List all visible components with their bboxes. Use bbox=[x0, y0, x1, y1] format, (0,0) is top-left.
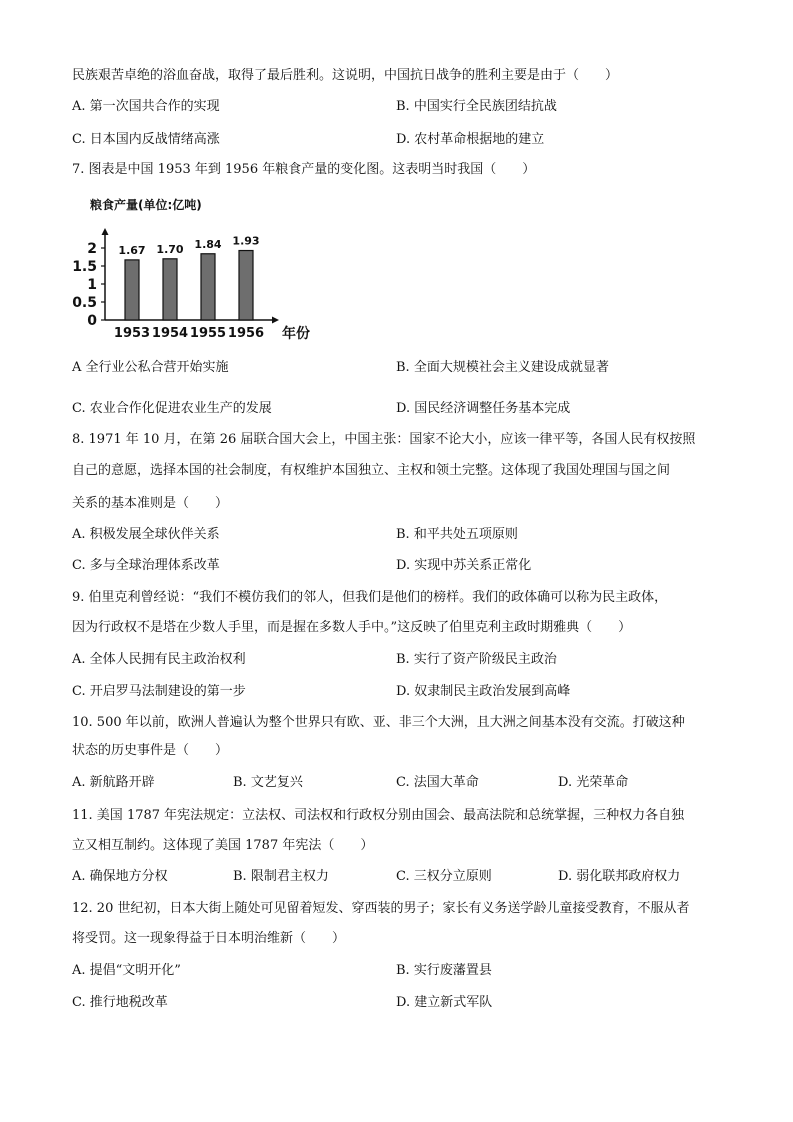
q10-option-b[interactable]: B. 文艺复兴 bbox=[233, 775, 303, 790]
q12-stem-line-1: 12. 20 世纪初，日本大街上随处可见留着短发、穿西装的男子；家长有义务送学龄儿童接受教育，不服从者 bbox=[72, 901, 690, 916]
y-axis-arrow bbox=[102, 228, 109, 235]
q7-stem: 7. 图表是中国 1953 年到 1956 年粮食产量的变化图。这表明当时我国（ ） bbox=[72, 162, 536, 177]
q6-option-a[interactable]: A. 第一次国共合作的实现 bbox=[72, 99, 220, 114]
q10-option-a[interactable]: A. 新航路开辟 bbox=[72, 775, 155, 790]
q11-option-c[interactable]: C. 三权分立原则 bbox=[396, 869, 492, 884]
grain-output-bar-chart bbox=[70, 188, 320, 348]
q9-stem-line-2: 因为行政权不是塔在少数人手里，而是握在多数人手中。”这反映了伯里克利主政时期雅典（ ） bbox=[72, 620, 632, 635]
q10-option-c[interactable]: C. 法国大革命 bbox=[396, 775, 479, 790]
data-label-1956: 1.93 bbox=[232, 234, 260, 248]
data-label-1954: 1.70 bbox=[156, 242, 184, 256]
chart-title: 粮食产量(单位:亿吨) bbox=[90, 198, 202, 212]
q8-option-a[interactable]: A. 积极发展全球伙伴关系 bbox=[72, 527, 220, 542]
q7-option-d[interactable]: D. 国民经济调整任务基本完成 bbox=[396, 401, 571, 416]
q9-option-c[interactable]: C. 开启罗马法制建设的第一步 bbox=[72, 684, 246, 699]
x-tick-label-1953: 1953 bbox=[113, 326, 151, 341]
q11-stem-line-2: 立又相互制约。这体现了美国 1787 年宪法（ ） bbox=[72, 838, 374, 853]
q9-option-d[interactable]: D. 奴隶制民主政治发展到高峰 bbox=[396, 684, 571, 699]
data-label-1953: 1.67 bbox=[118, 243, 146, 257]
x-tick-label-1955: 1955 bbox=[189, 326, 227, 341]
q9-stem-line-1: 9. 伯里克利曾经说：“我们不模仿我们的邻人，但我们是他们的榜样。我们的政体确可以称为民主政体， bbox=[72, 590, 668, 605]
y-tick-label: 1 bbox=[87, 277, 97, 293]
q6-option-b[interactable]: B. 中国实行全民族团结抗战 bbox=[396, 99, 557, 114]
q9-option-a[interactable]: A. 全体人民拥有民主政治权利 bbox=[72, 652, 246, 667]
x-tick-label-1956: 1956 bbox=[227, 326, 265, 341]
y-tick-label: 1.5 bbox=[72, 259, 97, 275]
q8-stem-line-2: 自己的意愿，选择本国的社会制度，有权维护本国独立、主权和领土完整。这体现了我国处理国与国之间 bbox=[72, 463, 671, 478]
q6-option-c[interactable]: C. 日本国内反战情绪高涨 bbox=[72, 132, 220, 147]
x-axis-arrow bbox=[272, 317, 279, 324]
q12-option-c[interactable]: C. 推行地税改革 bbox=[72, 995, 168, 1010]
q7-option-a[interactable]: A 全行业公私合营开始实施 bbox=[72, 360, 229, 375]
q6-option-d[interactable]: D. 农村革命根据地的建立 bbox=[396, 132, 545, 147]
data-label-1955: 1.84 bbox=[194, 237, 222, 251]
q8-option-b[interactable]: B. 和平共处五项原则 bbox=[396, 527, 518, 542]
q7-option-b[interactable]: B. 全面大规模社会主义建设成就显著 bbox=[396, 360, 609, 375]
bar-1953 bbox=[125, 260, 139, 320]
q8-stem-line-3: 关系的基本准则是（ ） bbox=[72, 496, 229, 511]
q6-stem-line: 民族艰苦卓绝的浴血奋战，取得了最后胜利。这说明，中国抗日战争的胜利主要是由于（ ） bbox=[72, 68, 619, 83]
q12-option-b[interactable]: B. 实行废藩置县 bbox=[396, 963, 492, 978]
q11-option-a[interactable]: A. 确保地方分权 bbox=[72, 869, 168, 884]
q8-option-d[interactable]: D. 实现中苏关系正常化 bbox=[396, 558, 532, 573]
bar-1955 bbox=[201, 254, 215, 320]
q9-option-b[interactable]: B. 实行了资产阶级民主政治 bbox=[396, 652, 557, 667]
q11-option-b[interactable]: B. 限制君主权力 bbox=[233, 869, 329, 884]
q10-stem-line-1: 10. 500 年以前，欧洲人普遍认为整个世界只有欧、亚、非三个大洲，且大洲之间基本没有交流。打破这种 bbox=[72, 715, 685, 730]
x-axis-label: 年份 bbox=[282, 326, 310, 342]
q10-stem-line-2: 状态的历史事件是（ ） bbox=[72, 743, 229, 758]
q7-option-c[interactable]: C. 农业合作化促进农业生产的发展 bbox=[72, 401, 272, 416]
x-tick-label-1954: 1954 bbox=[151, 326, 189, 341]
q10-option-d[interactable]: D. 光荣革命 bbox=[558, 775, 629, 790]
q12-option-a[interactable]: A. 提倡“文明开化” bbox=[72, 963, 181, 978]
q11-option-d[interactable]: D. 弱化联邦政府权力 bbox=[558, 869, 681, 884]
y-tick-label: 2 bbox=[87, 241, 97, 257]
bar-1956 bbox=[239, 251, 253, 320]
y-tick-label: 0 bbox=[87, 313, 97, 329]
q8-option-c[interactable]: C. 多与全球治理体系改革 bbox=[72, 558, 220, 573]
bar-1954 bbox=[163, 259, 177, 320]
y-tick-label: 0.5 bbox=[72, 295, 97, 311]
q12-stem-line-2: 将受罚。这一现象得益于日本明治维新（ ） bbox=[72, 931, 346, 946]
q12-option-d[interactable]: D. 建立新式军队 bbox=[396, 995, 493, 1010]
q8-stem-line-1: 8. 1971 年 10 月，在第 26 届联合国大会上，中国主张：国家不论大小，应该一律平等，各国人民有权按照 bbox=[72, 432, 696, 447]
q11-stem-line-1: 11. 美国 1787 年宪法规定：立法权、司法权和行政权分别由国会、最高法院和总统掌握，三种权力各自独 bbox=[72, 808, 685, 823]
